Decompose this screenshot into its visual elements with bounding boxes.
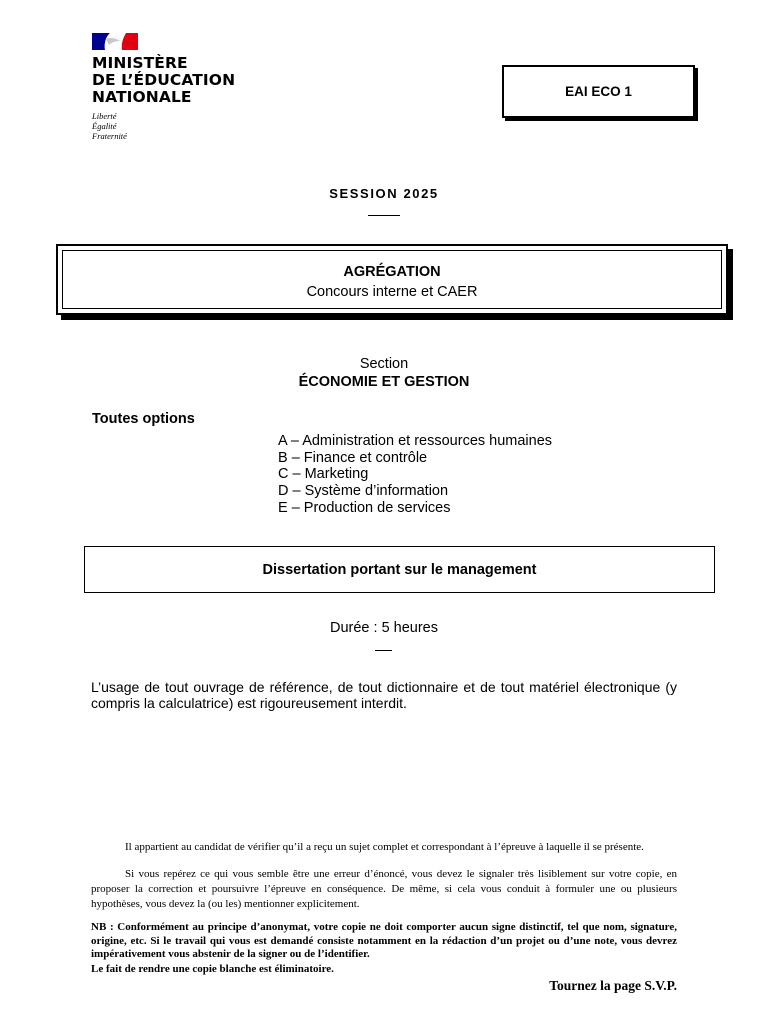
instruction-paragraph-1: Il appartient au candidat de vérifier qu’il a reçu un sujet complet et correspondant à l’épreuve à laquelle il se présente. [125, 841, 644, 853]
subject-title: Dissertation portant sur le management [262, 561, 537, 578]
instruction-paragraph-2: Si vous repérez ce qui vous semble être une erreur d’énoncé, vous devez le signaler très lisiblement sur votre copie, en proposer la correction et poursuivre l’épreuve en conséquence. De même, si cela vous conduit à formuler une ou plusieurs hypothèses, vous devez la (ou les) mentionner explicitement. [91, 868, 677, 910]
duration-label: Durée : 5 heures [329, 620, 438, 636]
exam-code: EAI ECO 1 [565, 84, 632, 99]
turn-page-note: Tournez la page S.V.P. [549, 978, 677, 993]
motto-line-3: Fraternité [92, 131, 127, 141]
competition-title: AGRÉGATION [343, 264, 441, 280]
option-item: D – Système d’information [278, 483, 449, 499]
session-divider [368, 215, 400, 216]
ministry-name-line-2: DE L’ÉDUCATION [92, 71, 236, 89]
competition-box-inner [62, 250, 722, 309]
option-item: C – Marketing [278, 466, 369, 482]
subject-box [84, 546, 715, 593]
anonymity-note: NB : Conformément au principe d’anonymat, votre copie ne doit comporter aucun signe distinctif, tel que nom, signature, origine, etc. Si le travail qui vous est demandé consiste notamment en la rédaction d’un projet ou d’une note, vous devrez impérativement vous abstenir de la signer ou de l’identifier. [91, 921, 677, 961]
section-name: ÉCONOMIE ET GESTION [298, 374, 470, 390]
competition-box [56, 244, 728, 315]
section-label: Section [359, 356, 409, 372]
option-item: B – Finance et contrôle [278, 450, 428, 466]
ministry-name-line-3: NATIONALE [92, 88, 192, 106]
competition-subtitle: Concours interne et CAER [306, 284, 478, 300]
exam-code-box [502, 65, 695, 118]
option-item: A – Administration et ressources humaines [278, 433, 553, 449]
blank-copy-note: Le fait de rendre une copie blanche est éliminatoire. [91, 963, 334, 975]
duration-divider [375, 650, 392, 651]
options-heading: Toutes options [92, 411, 195, 427]
ministry-name-line-1: MINISTÈRE [92, 54, 188, 72]
motto-line-1: Liberté [92, 111, 117, 121]
marianne-flag-icon [92, 33, 138, 50]
materials-notice: L’usage de tout ouvrage de référence, de tout dictionnaire et de tout matériel électronique (y compris la calculatrice) est rigoureusement interdit. [91, 679, 677, 711]
session-label: SESSION 2025 [329, 186, 439, 201]
motto-line-2: Égalité [92, 121, 117, 131]
option-item: E – Production de services [278, 500, 451, 516]
